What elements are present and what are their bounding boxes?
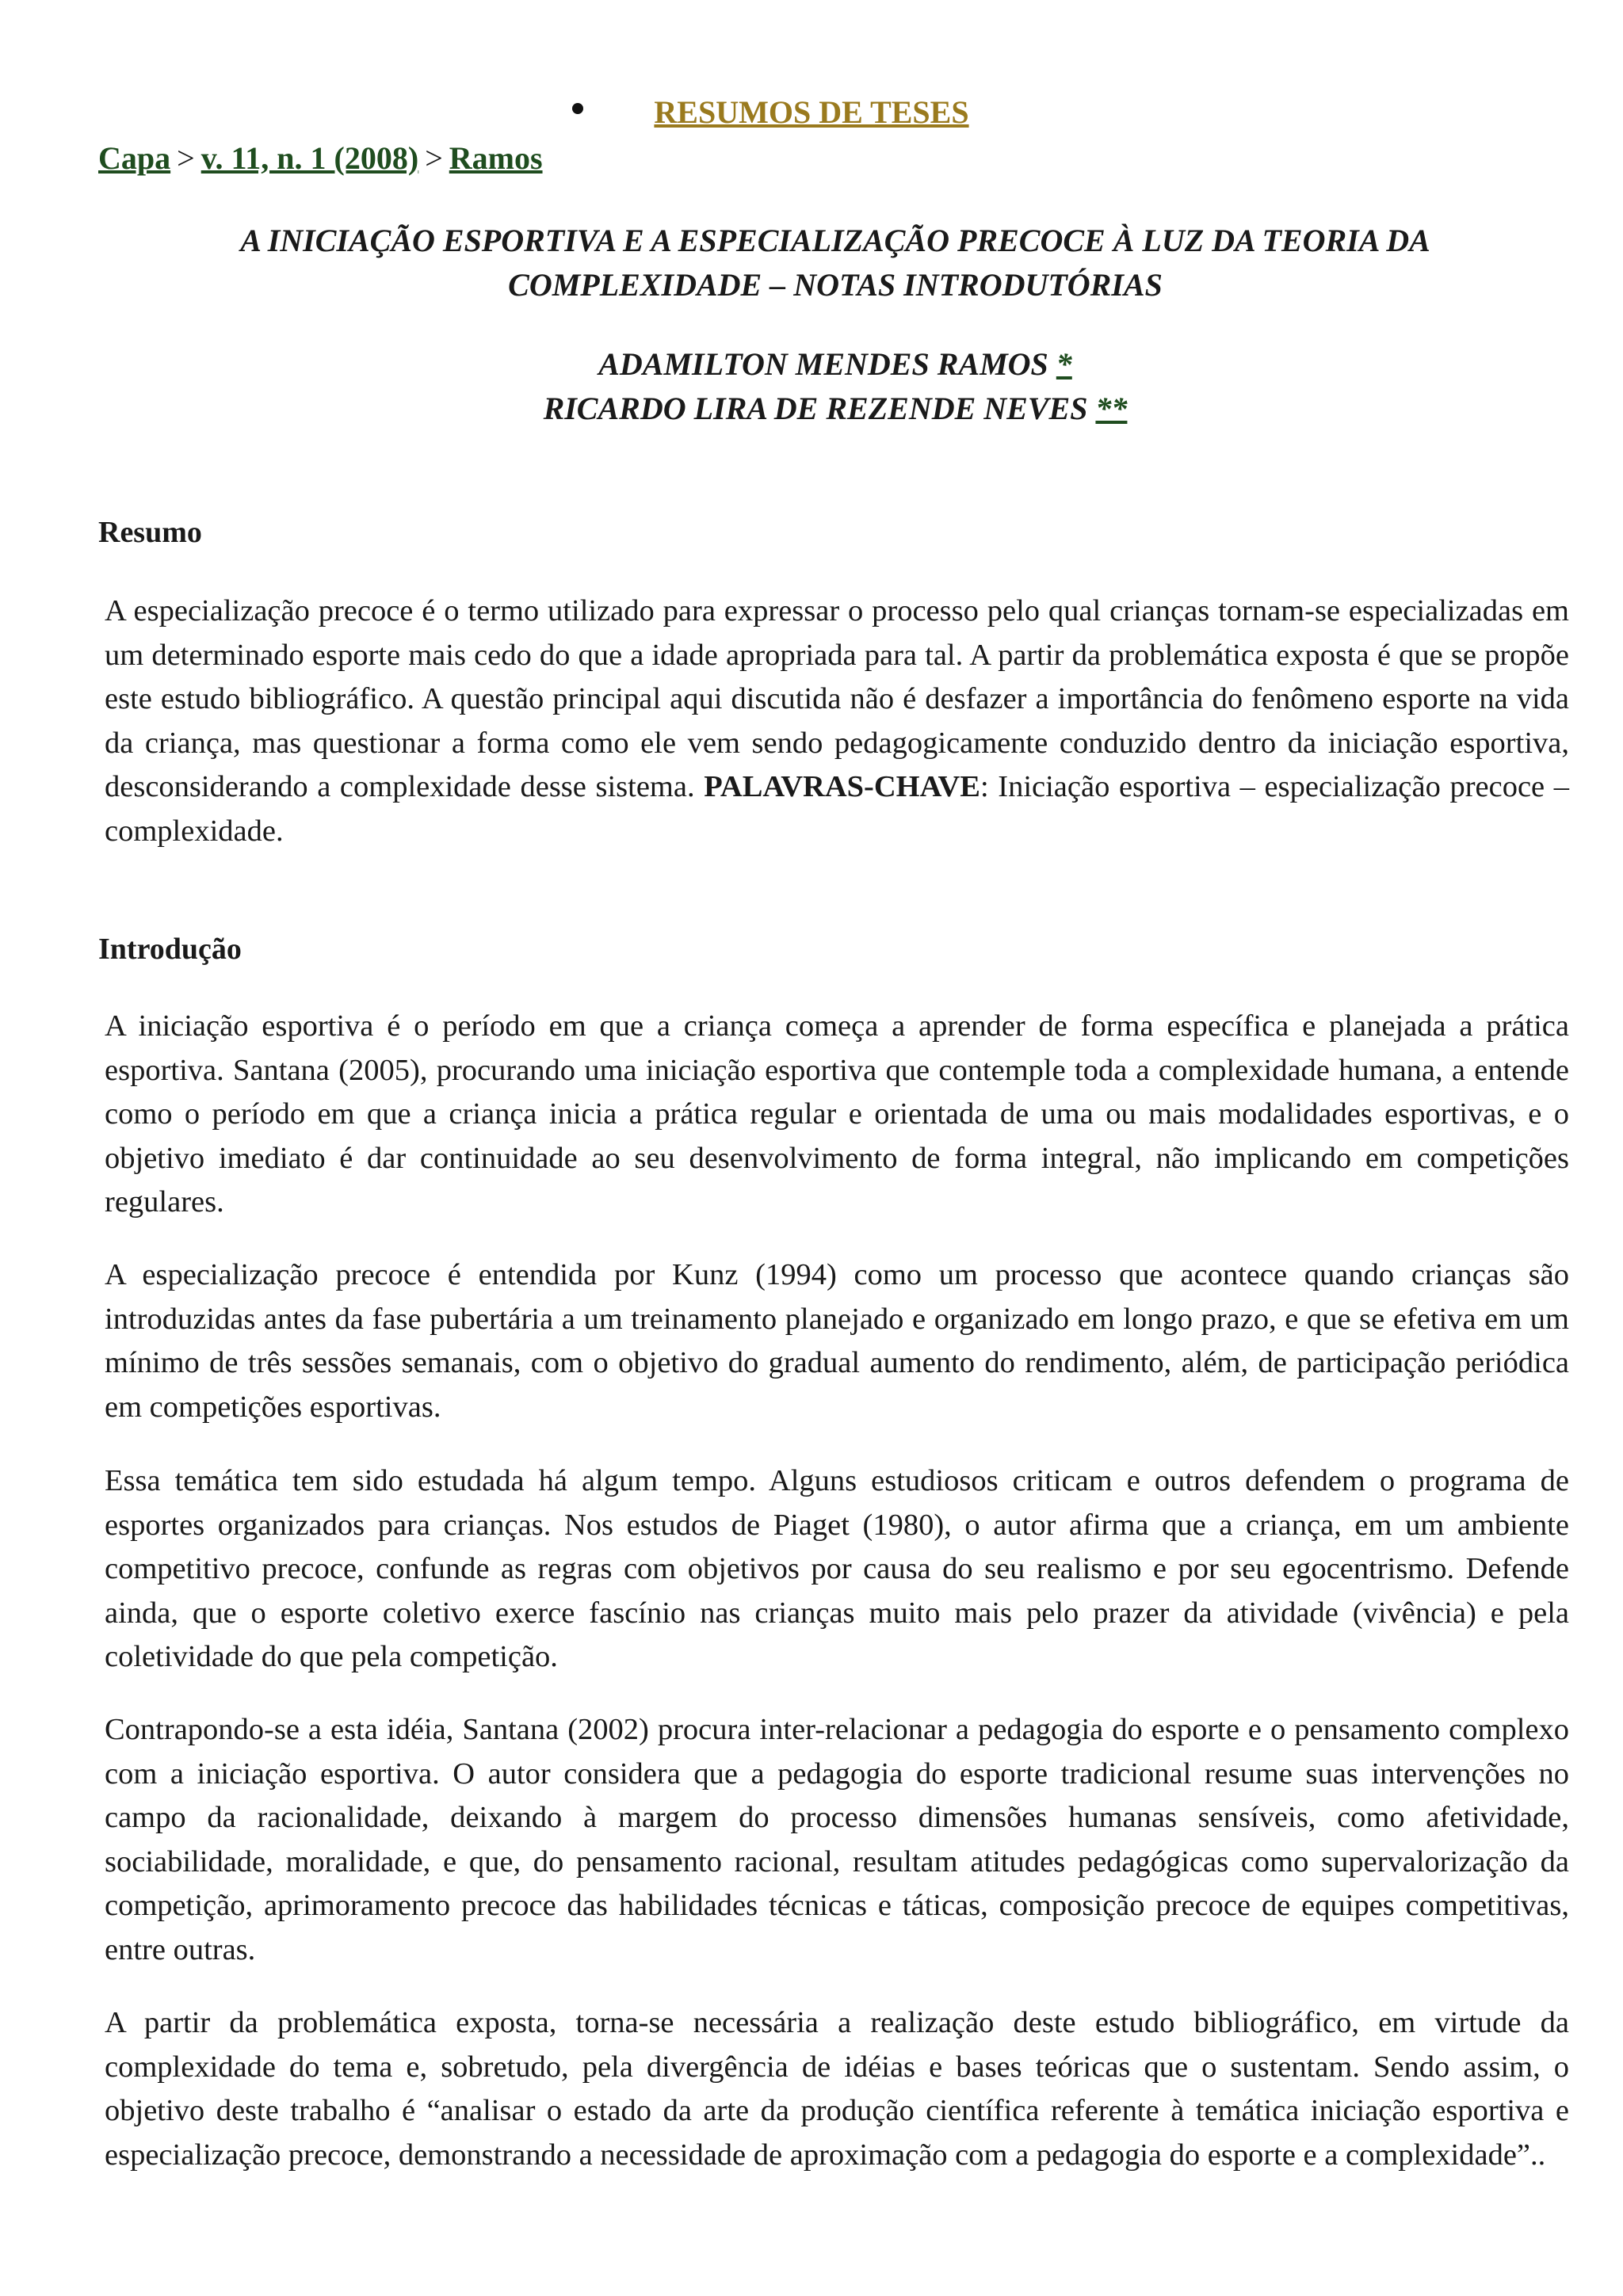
keywords-text: : Iniciação esportiva – especialização precoce – complexidade. [105,770,1569,848]
breadcrumb [98,139,543,177]
author-2 [98,387,1572,431]
keywords-label: PALAVRAS-CHAVE [704,770,980,803]
breadcrumb-issue-link[interactable]: v. 11, n. 1 (2008) [200,140,419,176]
abstract-paragraph [105,589,1569,853]
top-navigation [0,93,1623,131]
intro-paragraph-2: A especialização precoce é entendida por Kunz (1994) como um processo que acontece quando crianças são introduzidas antes da fase pubertária a um treinamento planejado e organizado em longo prazo, e que se efetiva em um mínimo de três sessões semanais, com o objetivo do gradual aumento do rendimento, além, de participação periódica em competições esportivas. [105,1258,1569,1424]
breadcrumb-separator: > [177,140,195,176]
title-line-1: A INICIAÇÃO ESPORTIVA E A ESPECIALIZAÇÃO PRECOCE À LUZ DA TEORIA DA [240,223,1430,258]
intro-heading: Introdução [98,933,242,966]
breadcrumb-home-link[interactable]: Capa [98,140,171,176]
abstract-text: A especialização precoce é o termo utilizado para expressar o processo pelo qual crianças tornam-se especializadas em um determinado esporte mais cedo do que a idade apropriada para tal. A partir da problemática exposta é que se propõe este estudo bibliográfico. A questão principal aqui discutida não é desfazer a importância do fenômeno esporte na vida da criança, mas questionar a forma como ele vem sendo pedagogicamente conduzido dentro da iniciação esportiva, desconsiderando a complexidade desse sistema. [105,594,1569,803]
intro-paragraph-3: Essa temática tem sido estudada há algum tempo. Alguns estudiosos criticam e outros defendem o programa de esportes organizados para crianças. Nos estudos de Piaget (1980), o autor afirma que a criança, em um ambiente competitivo precoce, confunde as regras com objetivos por causa do seu realismo e por seu egocentrismo. Defende ainda, que o esporte coletivo exerce fascínio nas crianças muito mais pelo prazer da atividade (vivência) e pela coletividade do que pela competição. [105,1464,1569,1673]
article-title [98,219,1572,307]
intro-paragraph-5: A partir da problemática exposta, torna-se necessária a realização deste estudo bibliográfico, em virtude da complexidade do tema e, sobretudo, pela divergência de idéias e bases teóricas que o sustentam. Sendo assim, o objetivo deste trabalho é “analisar o estado da arte da produção científica referente à temática iniciação esportiva e especialização precoce, demonstrando a necessidade de aproximação com a pedagogia do esporte e a complexidade”.. [105,2006,1569,2172]
intro-paragraph-1: A iniciação esportiva é o período em que a criança começa a aprender de forma específica e planejada a prática esportiva. Santana (2005), procurando uma iniciação esportiva que contemple toda a complexidade humana, a entende como o período em que a criança inicia a prática regular e orientada de uma ou mais modalidades esportivas, e o objetivo imediato é dar continuidade ao seu desenvolvimento de forma integral, não implicando em competições regulares. [105,1009,1569,1219]
intro-paragraph-4: Contrapondo-se a esta idéia, Santana (2002) procura inter-relacionar a pedagogia do esporte e o pensamento complexo com a iniciação esportiva. O autor considera que a pedagogia do esporte tradicional resume suas intervenções no campo da racionalidade, deixando à margem do processo dimensões humanas sensíveis, como afetividade, sociabilidade, moralidade, e que, do pensamento racional, resultam atitudes pedagógicas como supervalorização da competição, aprimoramento precoce das habilidades técnicas e táticas, composição precoce de equipes competitivas, entre outras. [105,1713,1569,1966]
author-2-name: RICARDO LIRA DE REZENDE NEVES [543,391,1088,426]
abstract-heading: Resumo [98,516,202,549]
breadcrumb-section-link[interactable]: Ramos [449,140,543,176]
author-1-footnote-link[interactable]: * [1056,346,1072,382]
author-1-name: ADAMILTON MENDES RAMOS [598,346,1048,382]
breadcrumb-separator: > [425,140,443,176]
bullet-icon [572,103,583,114]
author-2-footnote-link[interactable]: ** [1095,391,1128,426]
article-authors [98,342,1572,431]
resumos-de-teses-link[interactable]: RESUMOS DE TESES [654,94,969,130]
author-1 [98,342,1572,387]
title-line-2: COMPLEXIDADE – NOTAS INTRODUTÓRIAS [508,267,1163,303]
